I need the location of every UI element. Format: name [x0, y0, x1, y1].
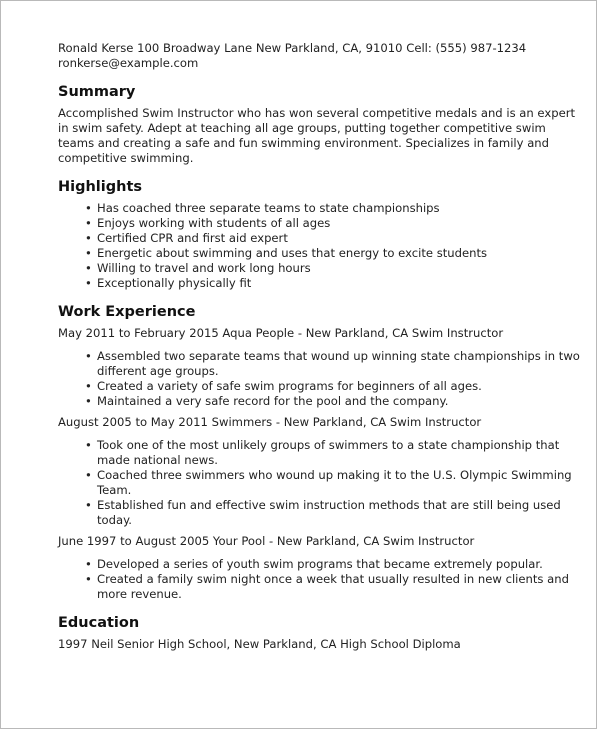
duty-item: [85, 557, 584, 572]
duty-item: [85, 438, 584, 468]
highlight-text: Energetic about swimming and uses that energy to excite students: [97, 246, 488, 260]
duty-item: [85, 349, 584, 379]
highlight-text: Has coached three separate teams to state championships: [97, 201, 440, 215]
bullet-icon: •: [85, 572, 92, 586]
bullet-icon: •: [85, 349, 92, 363]
bullet-icon: •: [85, 246, 92, 260]
duty-item: [85, 572, 584, 602]
bullet-icon: •: [85, 276, 92, 290]
summary-heading: Summary: [58, 84, 136, 100]
highlight-item: [85, 246, 584, 261]
contact-email: ronkerse@example.com: [58, 56, 199, 70]
duty-item: [85, 498, 584, 528]
education-text: 1997 Neil Senior High School, New Parkland, CA High School Diploma: [58, 637, 461, 651]
duty-item: [85, 468, 584, 498]
bullet-icon: •: [85, 394, 92, 408]
highlight-text: Certified CPR and first aid expert: [97, 231, 288, 245]
highlight-item: [85, 276, 584, 291]
duty-item: [85, 394, 584, 409]
duty-text: Created a family swim night once a week that usually resulted in new clients and more revenue.: [97, 572, 569, 601]
bullet-icon: •: [85, 231, 92, 245]
highlight-item: [85, 216, 584, 231]
bullet-icon: •: [85, 468, 92, 482]
job-title: June 1997 to August 2005 Your Pool - New Parkland, CA Swim Instructor: [58, 534, 475, 548]
duty-text: Developed a series of youth swim programs that became extremely popular.: [97, 557, 543, 571]
duty-item: [85, 379, 584, 394]
duty-text: Took one of the most unlikely groups of swimmers to a state championship that made national news.: [97, 438, 560, 467]
contact-block: [58, 41, 584, 71]
highlight-item: [85, 201, 584, 216]
duty-text: Coached three swimmers who wound up making it to the U.S. Olympic Swimming Team.: [97, 468, 572, 497]
job-duties-list: [58, 438, 584, 528]
job-duties-list: [58, 349, 584, 409]
highlight-item: [85, 231, 584, 246]
education-heading: Education: [58, 615, 140, 631]
job-title: August 2005 to May 2011 Swimmers - New Parkland, CA Swim Instructor: [58, 415, 482, 429]
job-title: May 2011 to February 2015 Aqua People - New Parkland, CA Swim Instructor: [58, 326, 504, 340]
duty-text: Established fun and effective swim instruction methods that are still being used today.: [97, 498, 561, 527]
duty-text: Created a variety of safe swim programs for beginners of all ages.: [97, 379, 482, 393]
highlights-list: [58, 201, 584, 291]
bullet-icon: •: [85, 557, 92, 571]
contact-line: Ronald Kerse 100 Broadway Lane New Parkland, CA, 91010 Cell: (555) 987-1234: [58, 41, 527, 55]
duty-text: Maintained a very safe record for the pool and the company.: [97, 394, 449, 408]
bullet-icon: •: [85, 498, 92, 512]
bullet-icon: •: [85, 261, 92, 275]
duty-text: Assembled two separate teams that wound up winning state championships in two different age groups.: [97, 349, 580, 378]
job-duties-list: [58, 557, 584, 602]
bullet-icon: •: [85, 216, 92, 230]
highlight-text: Enjoys working with students of all ages: [97, 216, 331, 230]
bullet-icon: •: [85, 379, 92, 393]
highlight-text: Willing to travel and work long hours: [97, 261, 311, 275]
highlight-text: Exceptionally physically fit: [97, 276, 252, 290]
bullet-icon: •: [85, 201, 92, 215]
summary-text: Accomplished Swim Instructor who has won several competitive medals and is an expert in swim safety. Adept at teaching all age groups, putting together competitive swim teams and creating a safe and fun swimming environment. Specializes in family and competitive swimming.: [58, 106, 576, 165]
experience-heading: Work Experience: [58, 304, 196, 320]
bullet-icon: •: [85, 438, 92, 452]
highlight-item: [85, 261, 584, 276]
highlights-heading: Highlights: [58, 179, 143, 195]
